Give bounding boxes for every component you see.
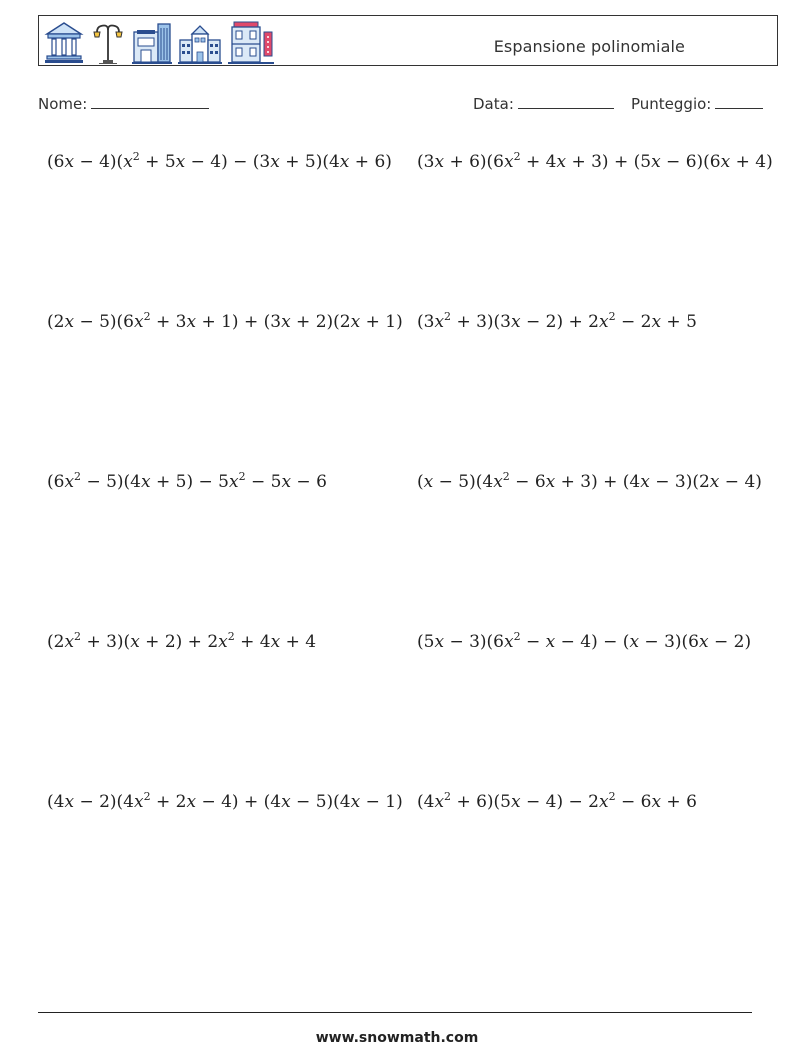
problem-token: x xyxy=(270,152,280,172)
problem-token: x xyxy=(270,632,281,652)
name-line[interactable] xyxy=(91,93,209,109)
problem-token: x xyxy=(651,312,662,332)
problem-token: x xyxy=(281,792,291,812)
problem-token: (6 xyxy=(47,472,65,492)
problem-token: − 4) − (3 xyxy=(185,152,271,172)
problem-token: x xyxy=(130,632,140,652)
problem-token: x xyxy=(64,472,75,492)
date-label: Data: xyxy=(473,95,514,113)
problem-token: x xyxy=(64,632,75,652)
problem-token: − 3)(2 xyxy=(649,472,710,492)
worksheet-title: Espansione polinomiale xyxy=(493,37,685,56)
header-icons xyxy=(44,18,274,64)
problem-token: (2 xyxy=(47,312,65,332)
problem-token: x xyxy=(186,792,197,812)
problem-token: 2 xyxy=(502,470,510,483)
problem-token: (4 xyxy=(47,792,65,812)
problem-9 xyxy=(47,792,403,812)
problem-token: + 6 xyxy=(661,792,697,812)
problem-token: x xyxy=(556,152,567,172)
problem-token: x xyxy=(493,472,503,492)
problem-token: x xyxy=(64,792,75,812)
street-lamp-icon xyxy=(90,20,126,64)
problem-token: (5 xyxy=(417,632,435,652)
problem-token: x xyxy=(640,472,650,492)
problem-token: − 3)(6 xyxy=(639,632,699,652)
problem-token: 2 xyxy=(74,470,82,483)
problem-token: − 6 xyxy=(509,472,546,492)
problem-token: + 2)(2 xyxy=(290,312,351,332)
problem-token: + 2 xyxy=(150,792,187,812)
problem-token: − 2 xyxy=(615,312,652,332)
problem-token: − 2) + 2 xyxy=(520,312,599,332)
problem-token: 2 xyxy=(143,790,151,803)
problem-token: x xyxy=(134,312,144,332)
problem-token: + 5 xyxy=(661,312,697,332)
problem-token: x xyxy=(64,152,75,172)
problem-token: + 4 xyxy=(520,152,557,172)
problem-token: x xyxy=(511,312,521,332)
problem-token: + 3 xyxy=(150,312,187,332)
problem-token: x xyxy=(186,312,197,332)
problem-token: (6 xyxy=(47,152,65,172)
problem-token: x xyxy=(504,152,514,172)
problem-token: x xyxy=(651,152,661,172)
score-label: Punteggio: xyxy=(631,95,712,113)
problem-token: − 4) + (4 xyxy=(196,792,282,812)
problem-token: + 5 xyxy=(139,152,176,172)
problem-token: x xyxy=(434,312,445,332)
problem-token: 2 xyxy=(238,470,246,483)
school-building-icon xyxy=(178,20,222,64)
problem-token: x xyxy=(651,792,662,812)
problem-token: − 5)(6 xyxy=(74,312,134,332)
name-field[interactable] xyxy=(38,93,209,113)
problem-token: x xyxy=(228,472,239,492)
problem-token: 2 xyxy=(608,790,616,803)
problem-token: + 3) + (4 xyxy=(555,472,641,492)
problem-token: x xyxy=(350,792,361,812)
problem-token: − 2)(4 xyxy=(74,792,134,812)
problem-token: + 3)( xyxy=(81,632,131,652)
problem-token: x xyxy=(709,472,720,492)
museum-icon xyxy=(44,20,84,64)
problem-token: x xyxy=(218,632,228,652)
problem-token: x xyxy=(175,152,186,172)
problem-token: (3 xyxy=(417,312,435,332)
problem-1 xyxy=(47,152,392,172)
problem-token: + 2) + 2 xyxy=(139,632,219,652)
problem-token: x xyxy=(629,632,640,652)
problem-token: x xyxy=(598,792,609,812)
problem-token: x xyxy=(423,472,434,492)
problem-token: 2 xyxy=(74,630,82,643)
problem-token: 2 xyxy=(143,310,151,323)
problem-token: − 5)(4 xyxy=(81,472,141,492)
problem-token: x xyxy=(350,312,361,332)
problem-token: 2 xyxy=(513,150,521,163)
office-building-icon xyxy=(132,20,172,64)
problem-token: + 1) xyxy=(360,312,403,332)
problem-token: − 4)( xyxy=(74,152,124,172)
worksheet-header xyxy=(38,15,778,66)
date-line[interactable] xyxy=(518,93,614,109)
problem-token: + 4 xyxy=(234,632,271,652)
problem-token: x xyxy=(281,472,292,492)
problem-token: − 6)(6 xyxy=(660,152,721,172)
problem-token: x xyxy=(281,312,291,332)
problem-token: − 6 xyxy=(615,792,652,812)
problem-token: x xyxy=(720,152,731,172)
problem-token: − 4) − 2 xyxy=(520,792,599,812)
problem-token: ( xyxy=(417,472,424,492)
problem-token: (4 xyxy=(417,792,435,812)
problem-token: 2 xyxy=(444,790,452,803)
problem-token: x xyxy=(134,792,144,812)
problem-token: (2 xyxy=(47,632,65,652)
problem-token: 2 xyxy=(132,150,140,163)
problem-token: + 3) + (5 xyxy=(566,152,652,172)
problem-token: + 6)(5 xyxy=(451,792,511,812)
problem-token: − 1) xyxy=(360,792,403,812)
score-field[interactable] xyxy=(631,93,763,113)
problem-token: x xyxy=(434,152,445,172)
problem-7 xyxy=(47,632,316,652)
problem-3 xyxy=(47,312,403,332)
problem-6 xyxy=(417,472,762,492)
problem-token: − 2) xyxy=(708,632,752,652)
problem-token: x xyxy=(698,632,709,652)
name-label: Nome: xyxy=(38,95,88,113)
problem-token: 2 xyxy=(608,310,616,323)
footer-divider xyxy=(38,1012,752,1013)
problem-token: + 6) xyxy=(349,152,392,172)
problem-token: + 1) + (3 xyxy=(196,312,282,332)
problem-token: + 4) xyxy=(730,152,773,172)
problem-token: x xyxy=(339,152,350,172)
problem-token: + 5) − 5 xyxy=(150,472,229,492)
date-field[interactable] xyxy=(473,93,614,113)
footer-site: www.snowmath.com xyxy=(315,1030,479,1046)
problem-token: x xyxy=(434,632,445,652)
problem-token: x xyxy=(598,312,609,332)
problem-token: 2 xyxy=(444,310,452,323)
problem-token: + 3)(3 xyxy=(451,312,511,332)
problem-10 xyxy=(417,792,697,812)
hotel-building-icon xyxy=(228,20,274,64)
problem-token: x xyxy=(141,472,151,492)
problem-token: − 5 xyxy=(245,472,282,492)
problem-token: x xyxy=(434,792,445,812)
score-line[interactable] xyxy=(715,93,763,109)
problem-token: − 5)(4 xyxy=(290,792,351,812)
problem-token: x xyxy=(545,632,556,652)
problem-token: − 4) − ( xyxy=(555,632,630,652)
problem-token: x xyxy=(511,792,521,812)
problem-token: − xyxy=(520,632,546,652)
problem-4 xyxy=(417,312,697,332)
problem-token: + 5)(4 xyxy=(279,152,340,172)
problem-token: 2 xyxy=(227,630,235,643)
problem-token: x xyxy=(545,472,556,492)
problem-token: − 6 xyxy=(291,472,327,492)
problem-8 xyxy=(417,632,751,652)
problem-5 xyxy=(47,472,327,492)
problem-token: x xyxy=(64,312,75,332)
problem-token: − 5)(4 xyxy=(433,472,494,492)
problem-token: x xyxy=(504,632,514,652)
problem-token: − 4) xyxy=(719,472,762,492)
problem-token: (3 xyxy=(417,152,435,172)
problem-token: + 6)(6 xyxy=(444,152,504,172)
problem-token: x xyxy=(123,152,133,172)
problem-token: + 4 xyxy=(280,632,317,652)
problem-token: 2 xyxy=(513,630,521,643)
problem-2 xyxy=(417,152,773,172)
problem-token: − 3)(6 xyxy=(444,632,504,652)
